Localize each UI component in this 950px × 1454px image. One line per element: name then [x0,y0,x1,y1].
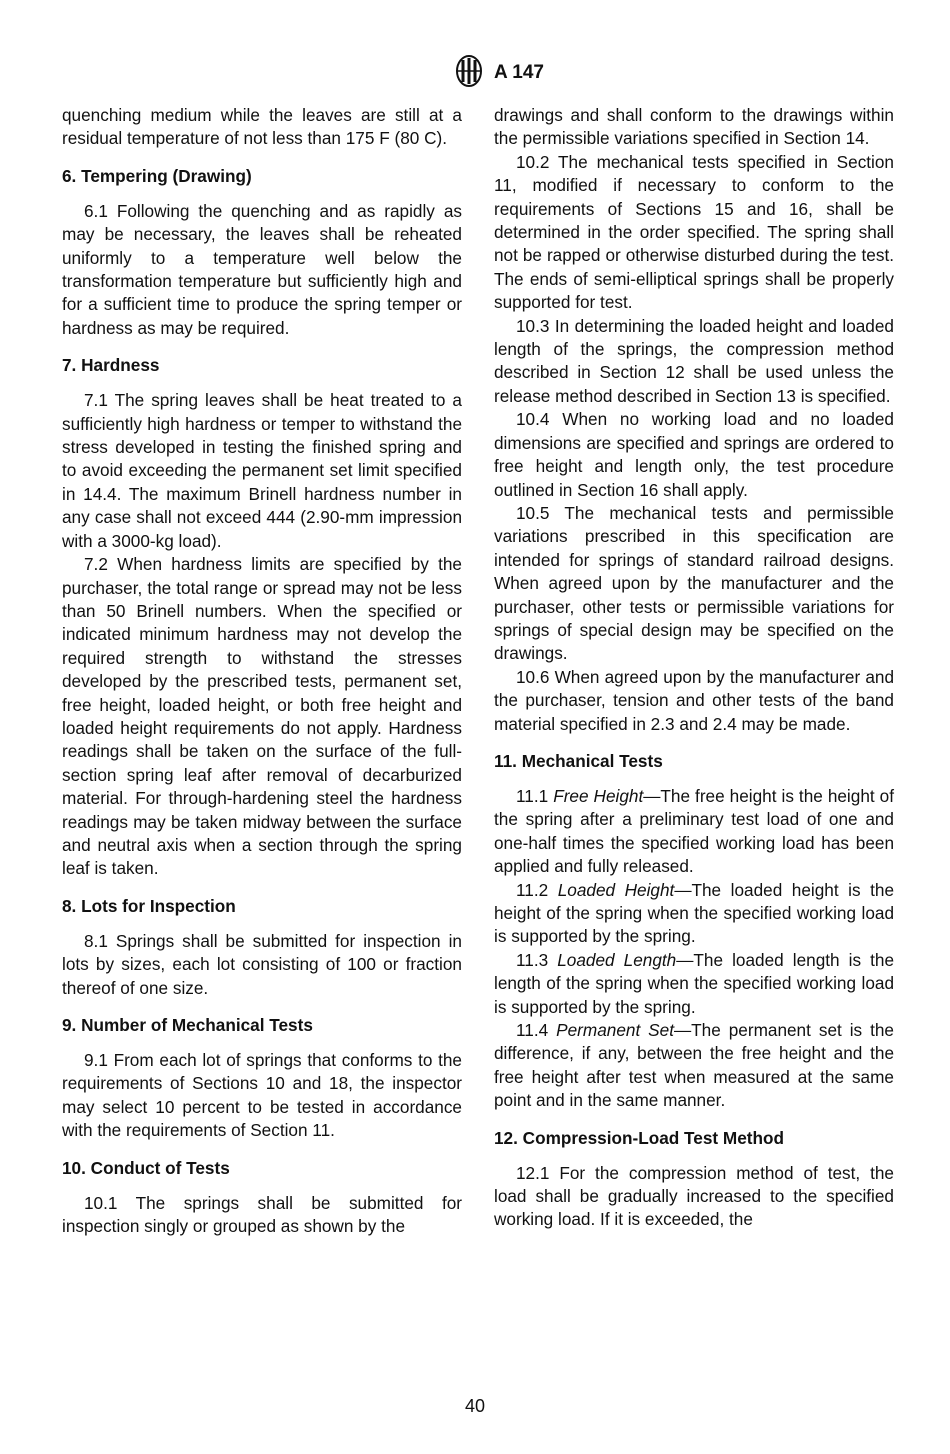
paragraph-8-1: 8.1 Springs shall be submitted for inspection in lots by sizes, each lot consisting of 100 or fraction thereof of one size. [62,930,462,998]
paragraph-10-6: 10.6 When agreed upon by the manufacturer and the purchaser, tension and other tests of the band material specified in 2.3 and 2.4 may be made. [494,666,894,734]
section-heading-11: 11. Mechanical Tests [494,750,663,771]
page-header [0,52,950,92]
paragraph-11-3 [494,949,894,1019]
page-number: 40 [464,1396,486,1416]
definition-text: —The loaded height is the height of the spring when the specified working load is supported by the spring. [494,879,895,947]
definition-text: —The free height is the height of the spring after a preliminary test load of one and one-half times the specified working load has been applied and fully released. [494,785,894,877]
clause-number: 11.4 [516,1020,549,1041]
section-heading-12: 12. Compression-Load Test Method [494,1127,784,1148]
paragraph-10-3: 10.3 In determining the loaded height and loaded length of the springs, the compression method described in Section 12 shall be used unless the release method described in Section 13 is specified. [494,315,894,406]
paragraph-10-1-continued: drawings and shall conform to the drawings within the permissible variations specified in Section 14. [494,105,894,149]
definition-text: —The permanent set is the difference, if any, between the free height and the free height after test when measured at the same point and in the same manner. [494,1020,894,1111]
paragraph-7-2: 7.2 When hardness limits are specified by the purchaser, the total range or spread may not be less than 50 Brinell numbers. When the specified or indicated minimum hardness may not develop the required strength to withstand the stresses developed by the prescribed tests, permanent set, free height, loaded height, or both free height and loaded height requirements do not apply. Hardness readings shall be taken on the surface of the full-section spring leaf after removal of decarburized material. For through-hardening steel the hardness readings may be taken midway between the surface and neutral axis when a section through the spring leaf is taken. [62,554,462,879]
defined-term: Loaded Height [557,879,675,900]
document-number: A 147 [494,62,544,83]
paragraph: quenching medium while the leaves are still at a residual temperature of not less than 175 F (80 C). [62,105,462,149]
paragraph-11-4 [494,1019,894,1113]
paragraph-6-1: 6.1 Following the quenching and as rapidly as may be necessary, the leaves shall be reheated uniformly to a temperature well below the transformation temperature but sufficiently high and for a sufficient time to produce the spring temper or hardness as may be required. [62,200,462,338]
section-heading-7: 7. Hardness [62,355,160,376]
paragraph-11-1 [494,785,894,879]
clause-number: 11.2 [516,879,549,900]
definition-text: —The loaded length is the length of the spring when the specified working load is supported by the spring. [494,949,895,1017]
clause-number: 11.1 [516,785,549,806]
defined-term: Permanent Set [556,1020,674,1041]
paragraph-12-1: 12.1 For the compression method of test, the load shall be gradually increased to the specified working load. If it is exceeded, the [494,1162,894,1230]
paragraph-7-1: 7.1 The spring leaves shall be heat treated to a sufficiently high hardness or temper to withstand the stress developed in testing the finished spring and to avoid exceeding the permanent set limit specified in 14.4. The maximum Brinell hardness number in any case shall not exceed 444 (2.90-mm impression with a 3000-kg load). [62,390,462,551]
paragraph-10-2: 10.2 The mechanical tests specified in Section 11, modified if necessary to conform to the requirements of Sections 15 and 16, shall be determined in the order specified. The spring shall not be rapped or otherwise disturbed during the test. The ends of semi-elliptical springs shall be properly supported for test. [494,151,894,313]
section-heading-10: 10. Conduct of Tests [62,1157,230,1178]
paragraph-10-5: 10.5 The mechanical tests and permissible variations prescribed in this specification are intended for springs of standard railroad designs. When agreed upon by the manufacturer and the purchaser, other tests or permissible variations for springs of special design may be specified on the drawings. [494,502,894,664]
section-heading-8: 8. Lots for Inspection [62,895,236,916]
paragraph-10-1: 10.1 The springs shall be submitted for inspection singly or grouped as shown by the [62,1192,462,1237]
left-column [62,104,462,1238]
astm-logo-icon [452,54,486,93]
right-column [494,104,894,1232]
paragraph-10-4: 10.4 When no working load and no loaded dimensions are specified and springs are ordered to free height and length only, the test procedure outlined in Section 16 shall apply. [494,409,894,500]
paragraph-9-1: 9.1 From each lot of springs that conforms to the requirements of Sections 10 and 18, the inspector may select 10 percent to be tested in accordance with the requirements of Section 11. [62,1050,462,1141]
section-heading-6: 6. Tempering (Drawing) [62,165,252,186]
section-heading-9: 9. Number of Mechanical Tests [62,1015,313,1035]
defined-term: Loaded Length [557,949,677,970]
clause-number: 11.3 [516,949,549,970]
paragraph-11-2 [494,879,894,949]
defined-term: Free Height [553,785,644,806]
